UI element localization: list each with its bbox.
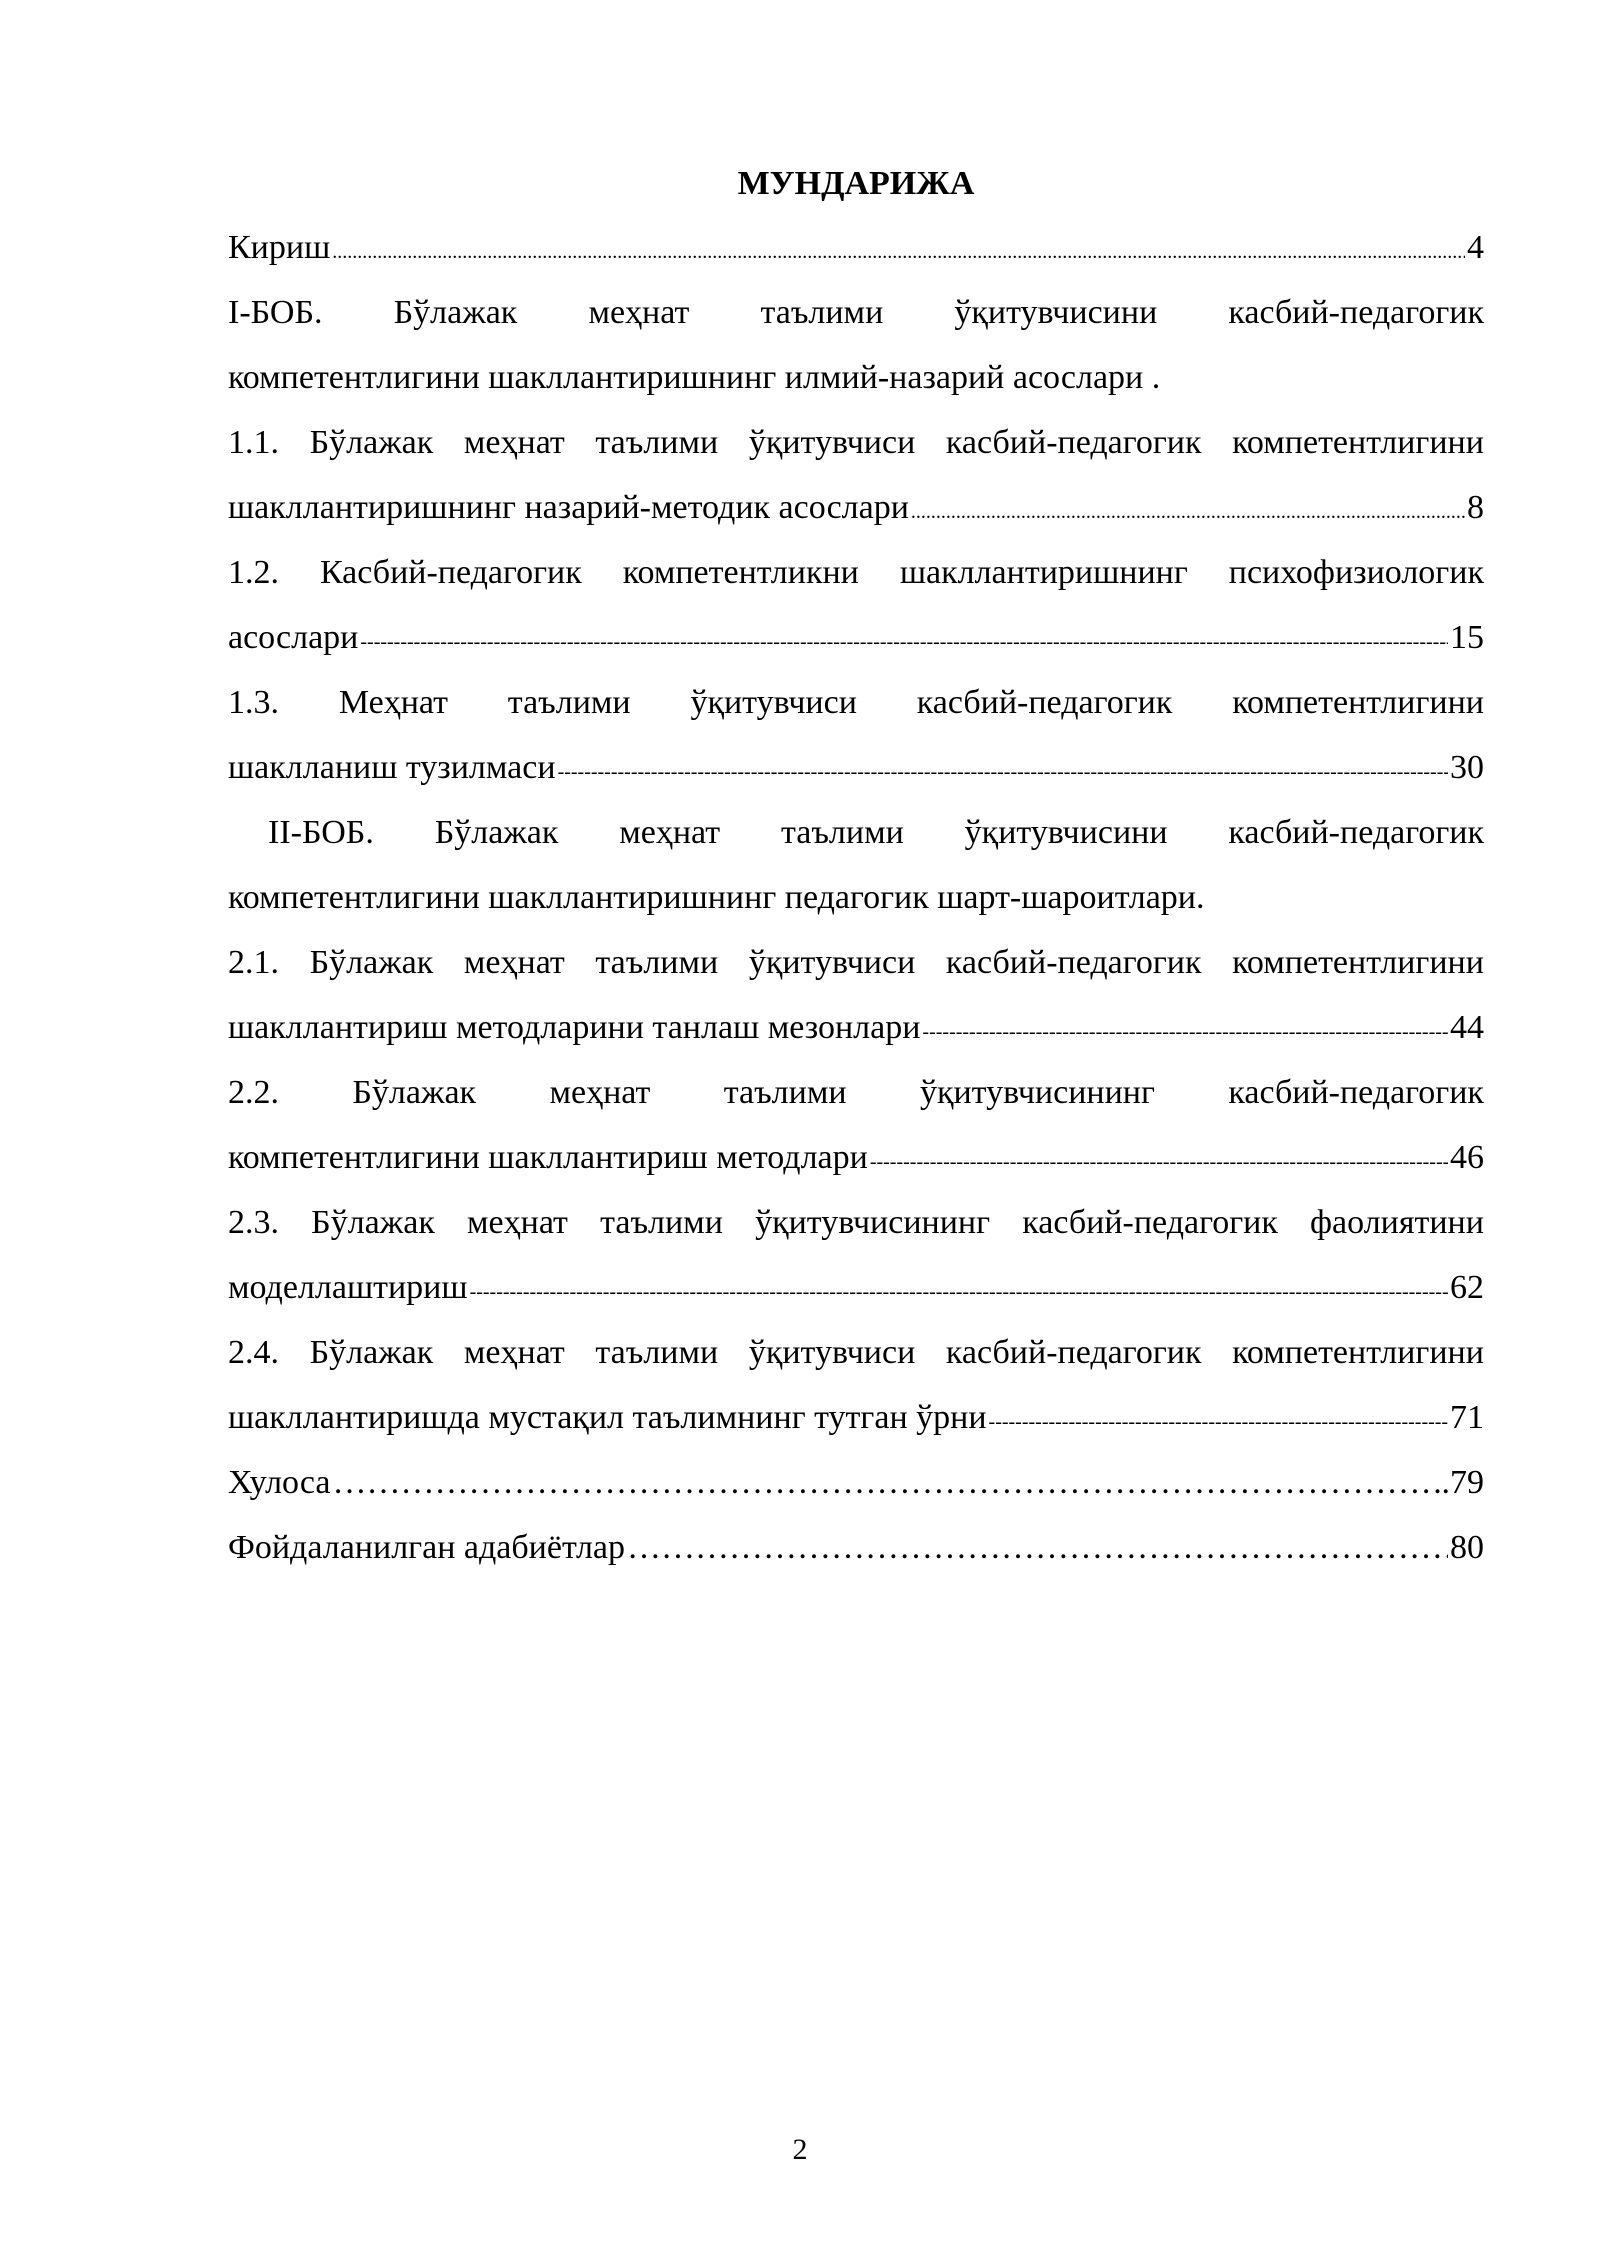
toc-page-number: 8 xyxy=(1467,489,1484,526)
toc-word: меҳнат xyxy=(467,1204,568,1241)
dash-leader xyxy=(470,1268,1448,1316)
toc-word: меҳнат xyxy=(549,1074,651,1111)
toc-entry-text: шакллантиришда мустақил таълимнинг тутган ўрни xyxy=(228,1399,987,1436)
toc-page-number: 15 xyxy=(1450,619,1484,656)
toc-word: ўқитувчиси xyxy=(690,684,857,721)
toc-word: ўқитувчисини xyxy=(954,294,1158,331)
justified-line xyxy=(228,1199,1484,1264)
toc-page-number: 62 xyxy=(1450,1269,1484,1306)
toc-word: 2.3. xyxy=(228,1204,279,1241)
dash-leader xyxy=(989,1398,1448,1446)
toc-entry-text: Кириш xyxy=(228,229,331,266)
toc-word: компетентлигини xyxy=(1232,944,1484,981)
toc-word: таълими xyxy=(595,424,719,461)
dash-leader xyxy=(360,618,1448,666)
justified-line xyxy=(228,419,1484,484)
toc-word: Меҳнат xyxy=(338,684,448,721)
toc-word: касбий-педагогик xyxy=(945,424,1202,461)
toc-word: таълими xyxy=(600,1204,723,1241)
toc-word: Бўлажак xyxy=(309,944,434,981)
toc-word: Бўлажак xyxy=(309,1334,434,1371)
toc-page-number: 44 xyxy=(1450,1009,1484,1046)
dot-leader xyxy=(911,488,1465,536)
dash-leader xyxy=(870,1138,1448,1186)
toc-entry-chapter-1 xyxy=(228,289,1484,419)
toc-word: ўқитувчисини xyxy=(964,814,1168,851)
toc-word: ўқитувчисининг xyxy=(755,1204,991,1241)
toc-entry-text: моделлаштириш xyxy=(228,1269,468,1306)
toc-word: меҳнат xyxy=(588,294,690,331)
toc-entry-text: шакллантириш методларини танлаш мезонлари xyxy=(228,1009,921,1046)
toc-word: меҳнат xyxy=(619,814,721,851)
toc-entry-2-4 xyxy=(228,1329,1484,1459)
toc-word: меҳнат xyxy=(463,944,565,981)
table-of-contents xyxy=(228,224,1484,1589)
justified-line xyxy=(228,289,1484,354)
toc-word: касбий-педагогик xyxy=(1022,1204,1278,1241)
toc-word: меҳнат xyxy=(463,424,565,461)
toc-page-number: 30 xyxy=(1450,749,1484,786)
toc-entry-2-2 xyxy=(228,1069,1484,1199)
toc-page-number: 80 xyxy=(1450,1529,1484,1566)
toc-page-number: 71 xyxy=(1450,1399,1484,1436)
toc-word: касбий-педагогик xyxy=(945,944,1202,981)
toc-word: касбий-педагогик xyxy=(945,1334,1202,1371)
toc-word: касбий-педагогик xyxy=(1228,814,1484,851)
toc-word: таълими xyxy=(507,684,631,721)
toc-word: Бўлажак xyxy=(393,294,518,331)
toc-entry-text: шакллантиришнинг назарий-методик асослари xyxy=(228,489,909,526)
toc-word: Бўлажак xyxy=(352,1074,477,1111)
toc-page-number: .79 xyxy=(1441,1464,1484,1501)
page-title: МУНДАРИЖА xyxy=(737,165,975,202)
toc-page-number: 4 xyxy=(1467,229,1484,266)
toc-word: ўқитувчиси xyxy=(748,944,916,981)
justified-line xyxy=(228,549,1484,614)
toc-word: касбий-педагогик xyxy=(1228,294,1484,331)
toc-word: ўқитувчиси xyxy=(748,1334,916,1371)
ellipsis-leader xyxy=(627,1524,1448,1572)
toc-word: психофизиологик xyxy=(1228,554,1484,591)
justified-line xyxy=(228,1329,1484,1394)
toc-word: Бўлажак xyxy=(309,424,434,461)
toc-word: 2.4. xyxy=(228,1334,279,1371)
toc-entry-2-3 xyxy=(228,1199,1484,1329)
toc-word: компетентлигини xyxy=(1232,424,1484,461)
toc-word: II-БОБ. xyxy=(268,814,374,851)
toc-word: Бўлажак xyxy=(311,1204,435,1241)
toc-word: таълими xyxy=(780,814,904,851)
toc-word: 1.2. xyxy=(228,554,279,591)
toc-word: меҳнат xyxy=(463,1334,565,1371)
toc-word: 2.1. xyxy=(228,944,279,981)
toc-entry-text: компетентлигини шакллантиришнинг илмий-назарий асослари . xyxy=(228,359,1161,396)
toc-entry-conclusion xyxy=(228,1459,1484,1524)
toc-word: Бўлажак xyxy=(434,814,559,851)
toc-entry-introduction xyxy=(228,224,1484,289)
toc-entry-text: Фойдаланилган адабиётлар xyxy=(228,1529,626,1566)
toc-word: 2.2. xyxy=(228,1074,279,1111)
dash-leader xyxy=(558,748,1448,796)
toc-word: ўқитувчиси xyxy=(748,424,916,461)
toc-entry-references xyxy=(228,1524,1484,1589)
toc-word: касбий-педагогик xyxy=(1228,1074,1484,1111)
page-number-footer: 2 xyxy=(792,2133,808,2166)
toc-word: таълими xyxy=(595,944,719,981)
toc-entry-1-1 xyxy=(228,419,1484,549)
toc-word: компетентлигини xyxy=(1232,684,1484,721)
justified-line xyxy=(228,679,1484,744)
justified-line xyxy=(228,939,1484,1004)
toc-word: компетентликни xyxy=(622,554,859,591)
ellipsis-leader xyxy=(332,1459,1439,1507)
toc-entry-chapter-2 xyxy=(228,809,1484,939)
toc-word: таълими xyxy=(595,1334,719,1371)
toc-word: таълими xyxy=(723,1074,847,1111)
toc-word: 1.3. xyxy=(228,684,279,721)
justified-line xyxy=(228,1069,1484,1134)
toc-word: шакллантиришнинг xyxy=(899,554,1188,591)
toc-entry-2-1 xyxy=(228,939,1484,1069)
toc-word: ўқитувчисининг xyxy=(919,1074,1155,1111)
toc-entry-text: компетентлигини шакллантиришнинг педагогик шарт-шароитлари. xyxy=(228,879,1205,916)
toc-entry-text: асослари xyxy=(228,619,359,656)
toc-word: I-БОБ. xyxy=(228,294,323,331)
dot-leader xyxy=(332,228,1465,276)
toc-entry-1-2 xyxy=(228,549,1484,679)
justified-line xyxy=(228,809,1484,874)
toc-entry-1-3 xyxy=(228,679,1484,809)
toc-word: Касбий-педагогик xyxy=(319,554,582,591)
toc-word: касбий-педагогик xyxy=(916,684,1173,721)
dash-leader xyxy=(922,1008,1448,1056)
toc-entry-text: шаклланиш тузилмаси xyxy=(228,749,556,786)
toc-entry-text: компетентлигини шакллантириш методлари xyxy=(228,1139,868,1176)
toc-word: фаолиятини xyxy=(1310,1204,1484,1241)
toc-entry-text: Хулоса xyxy=(228,1464,331,1501)
toc-word: компетентлигини xyxy=(1232,1334,1484,1371)
toc-word: 1.1. xyxy=(228,424,279,461)
toc-page-number: 46 xyxy=(1450,1139,1484,1176)
toc-word: таълими xyxy=(760,294,884,331)
